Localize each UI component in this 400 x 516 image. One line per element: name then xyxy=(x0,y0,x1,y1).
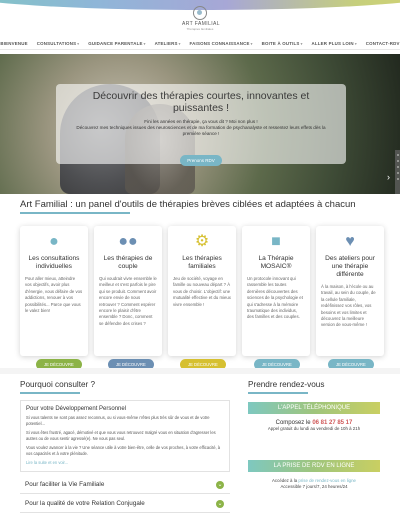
slider-dot[interactable] xyxy=(397,172,399,174)
hero-text xyxy=(56,119,346,137)
slider-dot[interactable] xyxy=(397,178,399,180)
read-more-link[interactable]: Lire la suite et en voir... xyxy=(26,460,69,465)
why-paragraph: Si vous talents ne sont pas assez reconnus, ou si vous-même n'êtes plus très sûr de vous et de votre potentiel... xyxy=(26,415,210,426)
card-discover-button[interactable]: JE DÉCOUVRE xyxy=(108,359,154,370)
hero-rdv-button[interactable]: Prenons RDV xyxy=(180,155,222,166)
logo-mark-icon xyxy=(193,6,207,20)
card-discover-button[interactable]: JE DÉCOUVRE xyxy=(254,359,300,370)
phone-band: L'APPEL TÉLÉPHONIQUE xyxy=(248,402,380,414)
nav-item-boite-a-outils[interactable]: BOITE À OUTILS▾ xyxy=(261,41,303,46)
rdv-section-title: Prendre rendez-vous xyxy=(248,380,325,389)
why-accordion-open-panel xyxy=(20,400,230,472)
card-text: Un protocole innovant qui rassemble les toutes dernières découvertes des sciences de la psychologie et qui s'adresse à la mémoire traumatique des individus, des familles et des couples. xyxy=(247,276,303,320)
card-text: À la maison, à l'école ou au travail, au sein du couple, de la cellule familiale, redéfinissez vos rôles, vos besoins et vos limites et découvrez la meilleure version de vous-même ! xyxy=(321,284,376,328)
card-title: Les thérapies de couple xyxy=(103,255,153,270)
online-line: Accédez à la prise de rendez-vous en ligne xyxy=(272,478,356,483)
chevron-down-icon: ▾ xyxy=(178,42,181,46)
main-nav xyxy=(0,38,400,50)
card-text: Jeu de société, voyage en famille ou nouveau départ ? À vous de choisir. L'objectif: une mutualité effective et du mieux vivre ensemble ! xyxy=(173,276,231,307)
online-info xyxy=(248,478,380,490)
section-divider xyxy=(0,368,400,374)
chevron-down-icon: ▾ xyxy=(354,42,357,46)
card-text: Pour aller mieux, atteindre vos objectifs, avoir plus d'énergie, vous défaire de vos addictions, renouer à vos possibilités... Parce que vous le valez bien! xyxy=(25,276,83,314)
chevron-down-icon: ▾ xyxy=(77,42,80,46)
chevron-down-icon: ▾ xyxy=(250,42,253,46)
nav-item-bienvenue[interactable]: BIENVENUE xyxy=(0,41,28,46)
phone-line: Composez le 06 81 27 85 17 xyxy=(275,420,353,426)
accordion-relation-conjugale[interactable] xyxy=(20,495,230,513)
chevron-down-icon: ▾ xyxy=(300,42,303,46)
chevron-down-icon: ⌄ xyxy=(217,501,223,507)
chevron-right-icon[interactable]: › xyxy=(387,172,390,182)
puzzle-icon: ■ xyxy=(271,233,281,250)
card-title: Les thérapies familiales xyxy=(182,255,222,270)
accordion-label: Pour la qualité de votre Relation Conjugale xyxy=(25,500,145,507)
chevron-down-icon: ▾ xyxy=(143,42,146,46)
why-paragraph: Vous voulez avancer à la vie ? Une séance utile à votre bien-être, celle de vos proches, à votre efficacité, à vos capacités et à votre plénitude. xyxy=(26,445,221,456)
card-therapie-mosaic[interactable] xyxy=(242,226,310,367)
chevron-down-icon: ⌄ xyxy=(217,482,223,488)
card-therapies-couple[interactable] xyxy=(94,226,162,367)
section-underline xyxy=(20,392,80,394)
nav-item-ateliers[interactable]: ATELIERS▾ xyxy=(154,41,181,46)
card-title: La Thérapie MOSAIC® xyxy=(258,255,294,270)
card-ateliers[interactable] xyxy=(316,226,384,367)
card-text: Qui voudrait vivre ensemble le meilleur et s'est parfois le pire qui se produit. Comment avoir encore envie de nous retrouver ? Comment espérer encore le plaisir d'être ensemble ? Donc, comment se défendre des crises ? xyxy=(99,276,157,326)
logo-name: ART FAMILIAL xyxy=(182,21,220,27)
phone-hours: Appel gratuit du lundi au vendredi de 10h à 21h xyxy=(267,426,361,431)
hero-panel xyxy=(56,84,346,164)
why-paragraph: Si vous êtes frustré, agacé, démotivé et que vous vous retrouvez malgré vous en situation d'agresser les autres ou de vous sentir agressé(e). Ne vous pas seul. xyxy=(26,430,216,441)
site-header xyxy=(0,0,400,38)
nav-item-guidance-parentale[interactable]: GUIDANCE PARENTALE▾ xyxy=(88,41,146,46)
section-underline xyxy=(20,212,130,214)
nav-item-contact-rdv[interactable]: CONTACT-RDV xyxy=(365,41,400,46)
logo-tagline: Thérapies familiales xyxy=(186,27,214,31)
card-discover-button[interactable]: JE DÉCOUVRE xyxy=(180,359,226,370)
hero-title: Découvrir des thérapies courtes, innovantes et puissantes ! xyxy=(92,90,310,114)
phone-number[interactable]: 06 81 27 85 17 xyxy=(312,420,353,426)
heart-icon: ♥ xyxy=(345,233,355,250)
why-section-title: Pourquoi consulter ? xyxy=(20,380,96,389)
slider-dot[interactable] xyxy=(397,160,399,162)
hero-text-line: Fini les années en thérapie, ça vous dit ? Moi non plus ! xyxy=(144,119,258,124)
slider-dot[interactable] xyxy=(397,166,399,168)
nav-item-aller-plus-loin[interactable]: ALLER PLUS LOIN▾ xyxy=(311,41,357,46)
online-availability: Accessible 7 jours/7, 24 heures/24 xyxy=(280,484,348,489)
accordion-title[interactable]: Pour votre Développement Personnel xyxy=(26,406,127,412)
online-booking-link[interactable]: prise de rendez-vous en ligne xyxy=(298,478,356,483)
card-consultations-individuelles[interactable] xyxy=(20,226,88,367)
couple-icon: ●● xyxy=(118,233,138,250)
person-icon: ● xyxy=(49,233,59,250)
gears-icon: ⚙ xyxy=(194,233,210,250)
hero-banner xyxy=(0,54,400,194)
online-band: LA PRISE DE RDV EN LIGNE xyxy=(248,460,380,472)
accordion-vie-familiale[interactable] xyxy=(20,476,230,494)
phone-info xyxy=(248,420,380,432)
card-title: Des ateliers pour une thérapie différente xyxy=(325,255,375,278)
card-title: Les consultations individuelles xyxy=(28,255,80,270)
nav-item-faisons-connaissance[interactable]: FAISONS CONNAISSANCE▾ xyxy=(189,41,253,46)
slider-dots xyxy=(395,150,400,194)
accordion-label: Pour faciliter la Vie Familiale xyxy=(25,481,105,488)
card-discover-button[interactable]: JE DÉCOUVRE xyxy=(36,359,82,370)
card-therapies-familiales[interactable] xyxy=(168,226,236,367)
site-logo[interactable] xyxy=(182,6,218,36)
slider-dot[interactable] xyxy=(397,154,399,156)
nav-item-consultations[interactable]: CONSULTATIONS▾ xyxy=(36,41,80,46)
hero-text-line: Découvrez mes techniques issues des neurosciences et de ma formation de psychanalyste et ressentez leurs effets dès la première séance ! xyxy=(76,125,326,136)
tools-section-title: Art Familial : un panel d'outils de thérapies brèves ciblées et adaptées à chacun xyxy=(20,199,356,210)
card-discover-button[interactable]: JE DÉCOUVRE xyxy=(328,359,374,370)
section-underline xyxy=(248,392,308,394)
